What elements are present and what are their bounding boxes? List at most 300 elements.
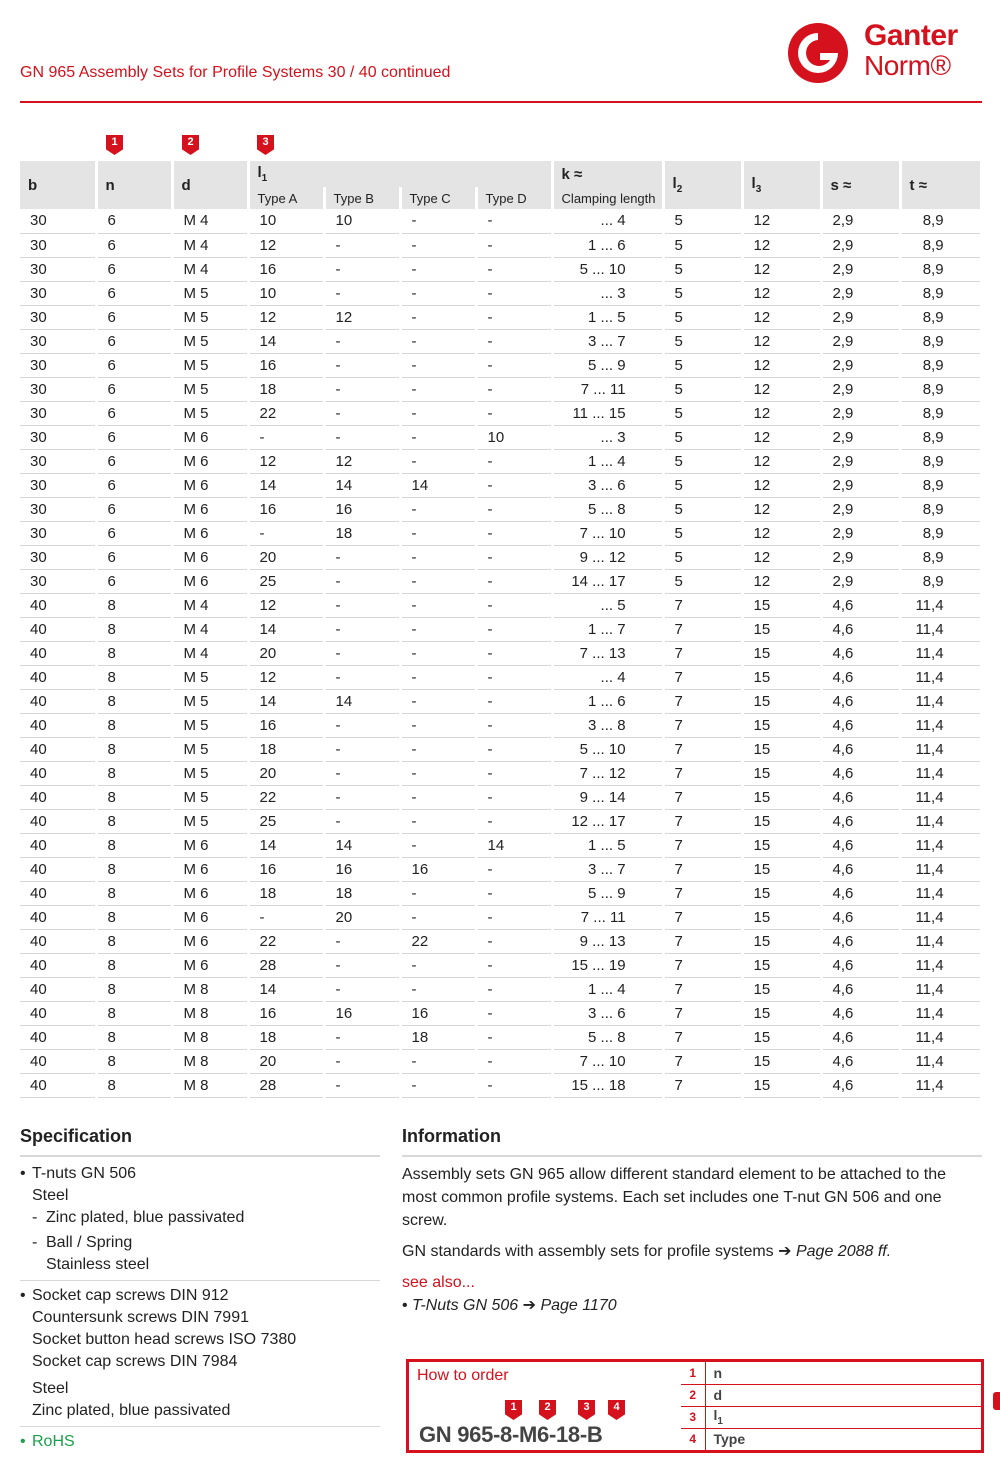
table-row — [20, 593, 981, 617]
table-cell: 2,9 — [821, 329, 900, 353]
table-cell: 4,6 — [821, 737, 900, 761]
table-cell: 8 — [96, 1073, 172, 1097]
table-cell: 18 — [248, 881, 324, 905]
table-cell: 8 — [96, 761, 172, 785]
table-cell: - — [476, 881, 552, 905]
table-cell: - — [400, 761, 476, 785]
page-title: GN 965 Assembly Sets for Profile Systems 30 / 40 continued — [20, 64, 451, 81]
table-cell: M 4 — [172, 257, 248, 281]
table-cell: 12 — [742, 329, 821, 353]
table-cell: 15 — [742, 977, 821, 1001]
table-cell: 7 — [663, 905, 742, 929]
table-cell: 30 — [20, 449, 96, 473]
table-cell: 11,4 — [900, 665, 981, 689]
table-cell: 6 — [96, 377, 172, 401]
spec-tnuts: • T-nuts GN 506 — [20, 1163, 380, 1185]
table-cell: 5 — [663, 449, 742, 473]
table-cell: 22 — [248, 785, 324, 809]
legend-label-3: $l_1$ — [705, 1406, 981, 1428]
table-cell: 2,9 — [821, 353, 900, 377]
table-cell: - — [400, 209, 476, 233]
table-cell: M 6 — [172, 833, 248, 857]
table-row — [20, 689, 981, 713]
header-n: n — [96, 161, 172, 209]
table-cell: - — [324, 1049, 400, 1073]
table-cell: 12 — [742, 209, 821, 233]
table-cell: 40 — [20, 977, 96, 1001]
table-cell: M 5 — [172, 305, 248, 329]
table-cell: 1 ... 4 — [552, 449, 663, 473]
table-cell: - — [324, 329, 400, 353]
table-cell: 14 — [248, 329, 324, 353]
table-cell: - — [400, 881, 476, 905]
table-cell: 7 — [663, 1073, 742, 1097]
table-cell: - — [476, 953, 552, 977]
table-cell: - — [400, 545, 476, 569]
dimensions-table — [20, 161, 983, 1098]
table-cell: 6 — [96, 257, 172, 281]
header-l2: $l_2$ — [663, 161, 742, 209]
table-cell: 3 ... 7 — [552, 329, 663, 353]
table-cell: 18 — [248, 737, 324, 761]
table-cell: 40 — [20, 1001, 96, 1025]
table-cell: - — [476, 593, 552, 617]
table-cell: 11,4 — [900, 881, 981, 905]
table-cell: 7 — [663, 1049, 742, 1073]
table-cell: 6 — [96, 233, 172, 257]
table-cell: - — [400, 497, 476, 521]
table-row — [20, 209, 981, 233]
table-cell: 2,9 — [821, 569, 900, 593]
table-cell: 11,4 — [900, 617, 981, 641]
table-cell: 8,9 — [900, 281, 981, 305]
table-cell: - — [476, 377, 552, 401]
table-cell: - — [400, 641, 476, 665]
information-divider — [402, 1155, 982, 1157]
specification-divider — [20, 1155, 380, 1157]
header-l1: $l_1$ — [248, 161, 552, 187]
header-b: b — [20, 161, 96, 209]
table-cell: 5 — [663, 425, 742, 449]
table-row — [20, 233, 981, 257]
information-body — [402, 1163, 984, 1325]
table-cell: 40 — [20, 761, 96, 785]
table-cell: 6 — [96, 209, 172, 233]
table-cell: 5 — [663, 329, 742, 353]
table-cell: 11,4 — [900, 1049, 981, 1073]
table-cell: 40 — [20, 953, 96, 977]
table-cell: M 6 — [172, 425, 248, 449]
table-cell: M 5 — [172, 737, 248, 761]
table-cell: 8,9 — [900, 401, 981, 425]
table-row — [20, 1073, 981, 1097]
spec-steel: Steel — [32, 1187, 69, 1204]
table-cell: 15 — [742, 833, 821, 857]
header-l3: $l_3$ — [742, 161, 821, 209]
table-cell: 11,4 — [900, 953, 981, 977]
table-cell: 10 — [476, 425, 552, 449]
table-row — [20, 1049, 981, 1073]
table-cell: 10 — [248, 281, 324, 305]
table-cell: - — [324, 737, 400, 761]
table-cell: - — [476, 617, 552, 641]
order-legend — [681, 1362, 981, 1450]
table-cell: - — [324, 257, 400, 281]
table-cell: 4,6 — [821, 929, 900, 953]
table-cell: 8 — [96, 977, 172, 1001]
table-cell: 7 ... 11 — [552, 377, 663, 401]
table-cell: 5 — [663, 473, 742, 497]
table-cell: 40 — [20, 593, 96, 617]
table-cell: 12 — [742, 449, 821, 473]
table-cell: 40 — [20, 905, 96, 929]
table-cell: - — [476, 1025, 552, 1049]
table-cell: M 8 — [172, 1049, 248, 1073]
table-cell: 7 — [663, 785, 742, 809]
table-cell: 15 — [742, 905, 821, 929]
table-cell: - — [400, 233, 476, 257]
table-cell: 2,9 — [821, 545, 900, 569]
table-cell: 7 — [663, 713, 742, 737]
table-cell: 18 — [248, 377, 324, 401]
table-row — [20, 521, 981, 545]
specification-title: Specification — [20, 1126, 133, 1146]
table-row — [20, 713, 981, 737]
table-cell: 4,6 — [821, 593, 900, 617]
spec-screw-zinc: Zinc plated, blue passivated — [32, 1402, 231, 1419]
table-cell: 1 ... 6 — [552, 233, 663, 257]
table-cell: 30 — [20, 257, 96, 281]
table-cell: 1 ... 5 — [552, 305, 663, 329]
table-cell: 16 — [248, 257, 324, 281]
table-cell: 12 — [742, 281, 821, 305]
table-cell: 4,6 — [821, 665, 900, 689]
table-cell: 7 — [663, 737, 742, 761]
table-cell: M 6 — [172, 905, 248, 929]
table-cell: 11,4 — [900, 929, 981, 953]
table-cell: 8 — [96, 1001, 172, 1025]
table-cell: M 4 — [172, 209, 248, 233]
how-to-order-title: How to order — [417, 1367, 509, 1384]
table-cell: - — [476, 857, 552, 881]
table-cell: 12 — [742, 545, 821, 569]
table-cell: 30 — [20, 329, 96, 353]
table-cell: 15 — [742, 689, 821, 713]
table-cell: 8 — [96, 641, 172, 665]
table-cell: M 6 — [172, 449, 248, 473]
table-cell: 12 — [248, 305, 324, 329]
table-cell: - — [476, 713, 552, 737]
table-cell: 11,4 — [900, 641, 981, 665]
table-cell: 15 — [742, 1001, 821, 1025]
table-cell: 5 — [663, 569, 742, 593]
table-cell: 28 — [248, 1073, 324, 1097]
table-cell: - — [324, 761, 400, 785]
table-cell: 14 — [400, 473, 476, 497]
table-cell: 5 — [663, 281, 742, 305]
table-cell: 25 — [248, 809, 324, 833]
table-cell: M 5 — [172, 689, 248, 713]
table-cell: M 6 — [172, 857, 248, 881]
table-cell: 15 — [742, 881, 821, 905]
table-cell: 6 — [96, 281, 172, 305]
table-cell: 12 — [742, 425, 821, 449]
table-cell: M 6 — [172, 929, 248, 953]
table-cell: 8,9 — [900, 305, 981, 329]
table-row — [20, 569, 981, 593]
table-cell: 14 — [248, 833, 324, 857]
table-cell: M 5 — [172, 377, 248, 401]
table-cell: 14 — [324, 473, 400, 497]
table-cell: 6 — [96, 569, 172, 593]
table-cell: 4,6 — [821, 833, 900, 857]
legend-label-2: d — [705, 1384, 981, 1406]
table-cell: 2,9 — [821, 521, 900, 545]
table-cell: 14 — [324, 833, 400, 857]
subheader-type-d: Type D — [476, 187, 552, 209]
table-cell: M 6 — [172, 521, 248, 545]
table-cell: 6 — [96, 497, 172, 521]
table-cell: 30 — [20, 233, 96, 257]
table-cell: 12 — [324, 449, 400, 473]
table-row — [20, 401, 981, 425]
table-cell: 12 — [742, 497, 821, 521]
table-cell: 6 — [96, 545, 172, 569]
table-row — [20, 953, 981, 977]
table-row — [20, 737, 981, 761]
table-cell: 12 — [248, 449, 324, 473]
table-row — [20, 905, 981, 929]
table-cell: 11,4 — [900, 1073, 981, 1097]
table-cell: - — [476, 665, 552, 689]
table-cell: - — [400, 689, 476, 713]
table-cell: 7 — [663, 833, 742, 857]
table-cell: - — [324, 785, 400, 809]
table-cell: 16 — [248, 1001, 324, 1025]
table-cell: 12 — [248, 233, 324, 257]
table-cell: 10 — [248, 209, 324, 233]
table-cell: 8 — [96, 833, 172, 857]
table-cell: 14 — [476, 833, 552, 857]
table-cell: 8,9 — [900, 209, 981, 233]
order-code: GN 965-8-M6-18-B — [419, 1422, 603, 1447]
table-cell: 30 — [20, 353, 96, 377]
table-cell: - — [476, 497, 552, 521]
table-cell: - — [476, 1049, 552, 1073]
table-cell: M 5 — [172, 761, 248, 785]
table-cell: 15 — [742, 737, 821, 761]
ganter-norm-logo — [784, 20, 984, 86]
table-cell: - — [400, 329, 476, 353]
table-cell: 1 ... 6 — [552, 689, 663, 713]
legend-num-4: 4 — [681, 1428, 705, 1450]
table-cell: 14 — [248, 617, 324, 641]
table-cell: 11 ... 15 — [552, 401, 663, 425]
table-cell: 18 — [324, 521, 400, 545]
ganter-logo-icon — [784, 20, 854, 86]
order-marker-4: 4 — [608, 1400, 625, 1420]
table-cell: - — [400, 665, 476, 689]
table-cell: 15 — [742, 953, 821, 977]
table-cell: 5 — [663, 401, 742, 425]
table-cell: ... 5 — [552, 593, 663, 617]
table-cell: 4,6 — [821, 761, 900, 785]
table-cell: M 6 — [172, 569, 248, 593]
table-cell: - — [400, 425, 476, 449]
table-cell: - — [324, 425, 400, 449]
table-cell: M 4 — [172, 617, 248, 641]
table-cell: 5 ... 10 — [552, 737, 663, 761]
marker-3: 3 — [257, 135, 274, 155]
table-cell: 2,9 — [821, 401, 900, 425]
table-row — [20, 617, 981, 641]
table-cell: 8,9 — [900, 473, 981, 497]
table-cell: - — [324, 809, 400, 833]
table-cell: 5 ... 8 — [552, 497, 663, 521]
table-cell: 15 ... 19 — [552, 953, 663, 977]
table-cell: 8 — [96, 881, 172, 905]
table-cell: 8 — [96, 1025, 172, 1049]
table-cell: M 4 — [172, 593, 248, 617]
see-also-item: • T-Nuts GN 506 ➔ Page 1170 — [402, 1297, 617, 1314]
table-cell: 30 — [20, 569, 96, 593]
table-cell: - — [324, 641, 400, 665]
table-cell: - — [476, 449, 552, 473]
table-cell: 11,4 — [900, 857, 981, 881]
table-cell: M 4 — [172, 233, 248, 257]
table-cell: - — [476, 329, 552, 353]
table-cell: - — [476, 905, 552, 929]
table-cell: 7 — [663, 689, 742, 713]
table-cell: 8,9 — [900, 497, 981, 521]
table-cell: 15 — [742, 929, 821, 953]
table-cell: 2,9 — [821, 281, 900, 305]
table-cell: 18 — [324, 881, 400, 905]
table-cell: 28 — [248, 953, 324, 977]
table-cell: 4,6 — [821, 713, 900, 737]
table-cell: 40 — [20, 1049, 96, 1073]
table-cell: 3 ... 8 — [552, 713, 663, 737]
table-cell: - — [476, 209, 552, 233]
table-row — [20, 497, 981, 521]
table-cell: 7 ... 11 — [552, 905, 663, 929]
table-cell: - — [476, 1073, 552, 1097]
table-cell: M 5 — [172, 353, 248, 377]
table-cell: 15 — [742, 617, 821, 641]
spec-screw-iso7380: Socket button head screws ISO 7380 — [32, 1331, 297, 1348]
table-cell: - — [476, 761, 552, 785]
table-cell: 12 — [742, 401, 821, 425]
table-cell: 7 — [663, 641, 742, 665]
table-cell: - — [476, 977, 552, 1001]
table-cell: 12 — [742, 257, 821, 281]
table-cell: 8 — [96, 857, 172, 881]
subheader-clamping-length: Clamping length — [552, 187, 663, 209]
table-cell: - — [324, 713, 400, 737]
table-cell: 3 ... 6 — [552, 1001, 663, 1025]
table-row — [20, 257, 981, 281]
table-row — [20, 641, 981, 665]
table-row — [20, 977, 981, 1001]
order-marker-2: 2 — [539, 1400, 556, 1420]
table-cell: 9 ... 12 — [552, 545, 663, 569]
table-row — [20, 329, 981, 353]
table-cell: 4,6 — [821, 1025, 900, 1049]
table-cell: M 5 — [172, 785, 248, 809]
table-row — [20, 473, 981, 497]
table-cell: 6 — [96, 449, 172, 473]
table-cell: M 6 — [172, 497, 248, 521]
table-cell: 7 — [663, 881, 742, 905]
table-cell: 14 ... 17 — [552, 569, 663, 593]
tnuts-gn506-link[interactable]: T-Nuts GN 506 ➔ Page 1170 — [412, 1297, 617, 1314]
table-cell: 12 — [742, 377, 821, 401]
table-cell: M 5 — [172, 713, 248, 737]
table-cell: 6 — [96, 305, 172, 329]
table-cell: 12 ... 17 — [552, 809, 663, 833]
table-cell: 7 ... 10 — [552, 521, 663, 545]
table-cell: 4,6 — [821, 953, 900, 977]
table-cell: - — [400, 617, 476, 641]
header-d: d — [172, 161, 248, 209]
table-cell: 8 — [96, 593, 172, 617]
table-cell: 20 — [248, 545, 324, 569]
marker-1: 1 — [106, 135, 123, 155]
table-row — [20, 377, 981, 401]
table-cell: 11,4 — [900, 785, 981, 809]
table-cell: 12 — [742, 473, 821, 497]
table-cell: - — [400, 593, 476, 617]
table-row — [20, 833, 981, 857]
table-cell: - — [324, 353, 400, 377]
table-cell: 20 — [248, 761, 324, 785]
table-cell: - — [400, 257, 476, 281]
spec-rohs: • RoHS — [20, 1431, 380, 1453]
table-cell: 8,9 — [900, 329, 981, 353]
table-cell: 5 — [663, 377, 742, 401]
table-cell: 30 — [20, 545, 96, 569]
table-cell: 4,6 — [821, 1001, 900, 1025]
table-cell: 8 — [96, 713, 172, 737]
table-cell: M 8 — [172, 1073, 248, 1097]
table-cell: 1 ... 7 — [552, 617, 663, 641]
table-cell: 12 — [742, 233, 821, 257]
table-cell: 12 — [248, 665, 324, 689]
table-cell: - — [476, 689, 552, 713]
table-cell: 2,9 — [821, 257, 900, 281]
table-cell: 40 — [20, 833, 96, 857]
marker-2: 2 — [182, 135, 199, 155]
table-cell: - — [476, 545, 552, 569]
table-cell: - — [248, 425, 324, 449]
table-cell: 18 — [248, 1025, 324, 1049]
table-cell: - — [324, 401, 400, 425]
table-cell: - — [476, 929, 552, 953]
table-cell: 22 — [400, 929, 476, 953]
table-cell: - — [324, 281, 400, 305]
table-body — [20, 209, 981, 1097]
table-cell: M 5 — [172, 281, 248, 305]
table-cell: 11,4 — [900, 977, 981, 1001]
table-cell: 7 — [663, 857, 742, 881]
table-cell: ... 3 — [552, 281, 663, 305]
table-row — [20, 857, 981, 881]
table-cell: 40 — [20, 689, 96, 713]
table-cell: 15 — [742, 665, 821, 689]
page-2088-link[interactable]: Page 2088 ff. — [795, 1243, 892, 1260]
table-cell: 4,6 — [821, 977, 900, 1001]
table-cell: 30 — [20, 209, 96, 233]
